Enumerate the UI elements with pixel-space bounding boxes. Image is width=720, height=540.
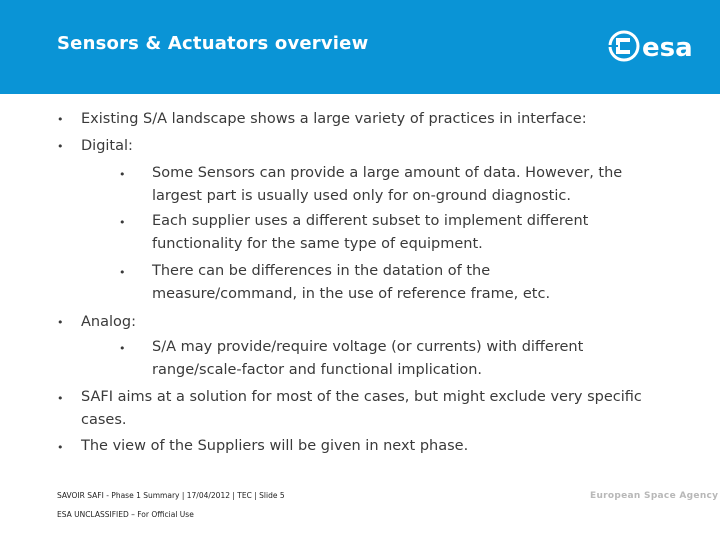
esa-logo-icon [606, 28, 706, 64]
bullet-dot: • [57, 113, 64, 126]
sub-bullet-text: Each supplier uses a different subset to implement different functionality for the same type of equipment. [152, 213, 589, 252]
sub-bullet-dot: • [119, 266, 126, 279]
footer-classification: ESA UNCLASSIFIED – For Official Use [57, 510, 194, 519]
bullet-dot: • [57, 392, 64, 405]
bullet-text: The view of the Suppliers will be given in next phase. [81, 438, 469, 454]
sub-bullet-dot: • [119, 168, 126, 181]
bullet-text: Digital: [81, 138, 133, 154]
sub-bullet-text: There can be differences in the datation of the measure/command, in the use of reference frame, etc. [152, 263, 551, 302]
sub-bullet-dot: • [119, 216, 126, 229]
bullet-dot: • [57, 140, 64, 153]
esa-logo-text: esa [642, 33, 693, 63]
bullet-text: Existing S/A landscape shows a large variety of practices in interface: [81, 111, 587, 127]
slide-header [0, 0, 720, 94]
bullet-text: Analog: [81, 314, 136, 330]
sub-bullet-dot: • [119, 342, 126, 355]
slide-title: Sensors & Actuators overview [57, 33, 369, 54]
sub-bullet-text: S/A may provide/require voltage (or currents) with different range/scale-factor and functional implication. [152, 339, 584, 378]
bullet-dot: • [57, 441, 64, 454]
footer-meta: SAVOIR SAFI - Phase 1 Summary | 17/04/2012 | TEC | Slide 5 [57, 491, 285, 500]
agency-wordmark: European Space Agency [590, 491, 719, 501]
bullet-dot: • [57, 316, 64, 329]
sub-bullet-text: Some Sensors can provide a large amount of data. However, the largest part is usually used only for on-ground diagnostic. [152, 165, 623, 204]
bullet-text: SAFI aims at a solution for most of the cases, but might exclude very specific cases. [81, 389, 642, 428]
